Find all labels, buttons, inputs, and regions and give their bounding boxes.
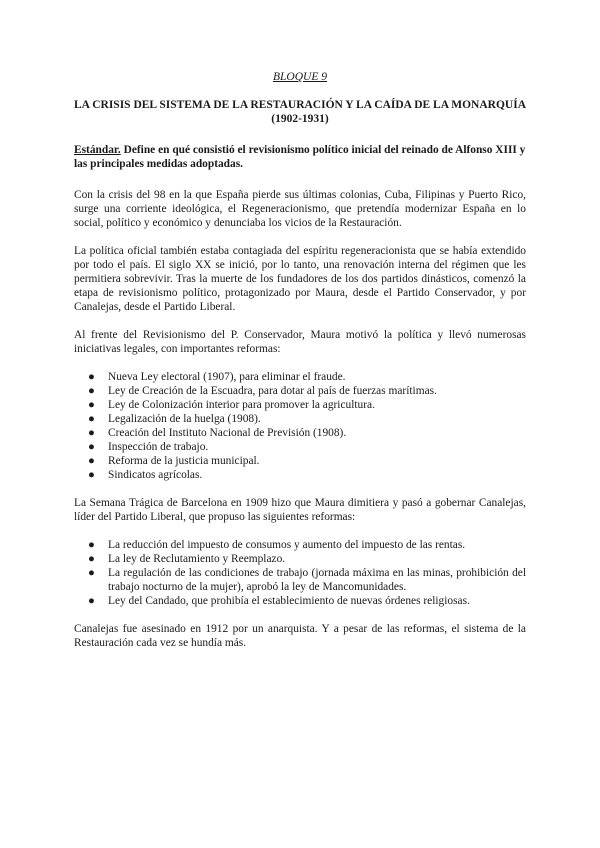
bullet-icon: ● xyxy=(88,371,95,383)
bullet-icon: ● xyxy=(88,469,95,481)
bullet-icon: ● xyxy=(88,441,95,453)
paragraph-closing: Canalejas fue asesinado en 1912 por un anarquista. Y a pesar de las reformas, el sistema de la Restauración cada vez se hundía más. xyxy=(74,623,526,649)
list-item: ● La regulación de las condiciones de trabajo (jornada máxima en las minas, prohibición del trabajo nocturno de la mujer), aprobó la ley de Mancomunidades. xyxy=(88,567,526,593)
list-item: ● Sindicatos agrícolas. xyxy=(88,469,203,481)
bullet-icon: ● xyxy=(88,595,95,607)
bullet-icon: ● xyxy=(88,413,95,425)
bullet-icon: ● xyxy=(88,385,95,397)
list-item: ● Nueva Ley electoral (1907), para eliminar el fraude. xyxy=(88,371,346,383)
paragraph-revisionismo: La política oficial también estaba contagiada del espíritu regeneracionista que se había extendido por todo el país. El siglo XX se inició, por lo tanto, una renovación interna del régimen que les permitiera sobrevivir. Tras la muerte de los fundadores de los dos partidos dinásticos, comenzó la etapa de revisionismo político, protagonizado por Maura, desde el Partido Conservador, y por Canalejas, desde el Partido Liberal. xyxy=(74,245,526,313)
list-item: ● Reforma de la justicia municipal. xyxy=(88,455,260,467)
list-item: ● La reducción del impuesto de consumos y aumento del impuesto de las rentas. xyxy=(88,539,466,551)
list-item: ● Ley del Candado, que prohibía el establecimiento de nuevas órdenes religiosas. xyxy=(88,595,470,607)
list-item: ● Legalización de la huelga (1908). xyxy=(88,413,261,425)
list-item: ● La ley de Reclutamiento y Reemplazo. xyxy=(88,553,286,565)
list-item: ● Creación del Instituto Nacional de Previsión (1908). xyxy=(88,427,347,439)
canalejas-reforms-list xyxy=(74,538,526,608)
list-item: ● Inspección de trabajo. xyxy=(88,441,209,453)
block-label: BLOQUE 9 xyxy=(273,71,327,83)
standard-text: Define en qué consistió el revisionismo político inicial del reinado de Alfonso XIII y las principales medidas adoptadas. xyxy=(74,144,526,170)
list-item: ● Ley de Colonización interior para promover la agricultura. xyxy=(88,399,375,411)
paragraph-regeneracionismo: Con la crisis del 98 en la que España pierde sus últimas colonias, Cuba, Filipinas y Puerto Rico, surge una corriente ideológica, el Regeneracionismo, que pretendía modernizar España en lo social, político y económico y denunciaba los vicios de la Restauración. xyxy=(74,189,526,229)
document-title: LA CRISIS DEL SISTEMA DE LA RESTAURACIÓN Y LA CAÍDA DE LA MONARQUÍA (1902-1931) xyxy=(74,99,527,125)
document-page xyxy=(74,70,526,664)
bullet-icon: ● xyxy=(88,455,95,467)
bullet-icon: ● xyxy=(88,539,95,551)
maura-reforms-list xyxy=(74,370,526,482)
paragraph-maura-intro: Al frente del Revisionismo del P. Conservador, Maura motivó la política y llevó numerosas iniciativas legales, con importantes reformas: xyxy=(74,329,526,355)
standard-statement xyxy=(74,143,526,171)
bullet-icon: ● xyxy=(88,567,95,579)
bullet-icon: ● xyxy=(88,553,95,565)
standard-label: Estándar. xyxy=(74,144,121,156)
list-item: ● Ley de Creación de la Escuadra, para dotar al país de fuerzas marítimas. xyxy=(88,385,437,397)
paragraph-semana-tragica: La Semana Trágica de Barcelona en 1909 hizo que Maura dimitiera y pasó a gobernar Canalejas, líder del Partido Liberal, que propuso las siguientes reformas: xyxy=(74,497,526,523)
bullet-icon: ● xyxy=(88,427,95,439)
bullet-icon: ● xyxy=(88,399,95,411)
